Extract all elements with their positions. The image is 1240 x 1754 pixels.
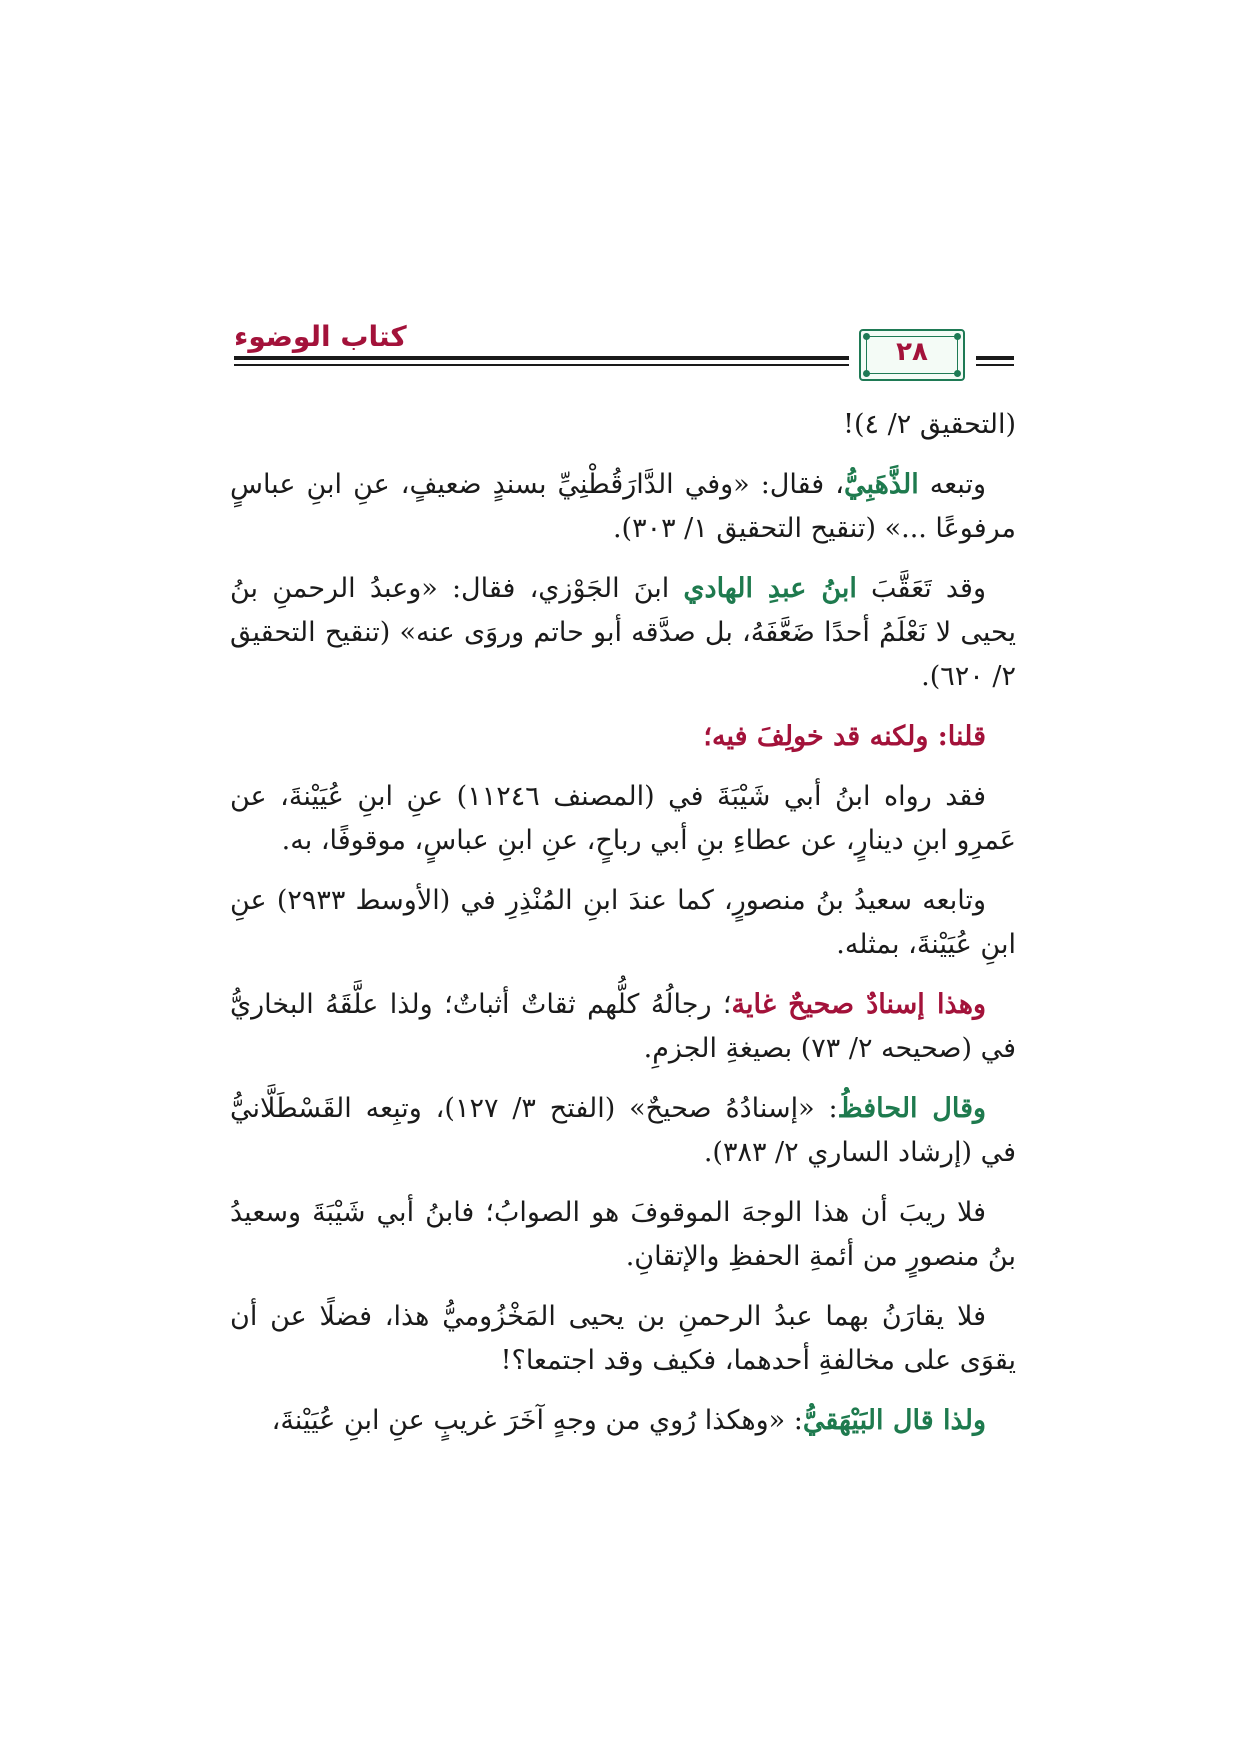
paragraph: فقد رواه ابنُ أبي شَيْبَةَ في (المصنف ١١٢٤٦) عنِ ابنِ عُيَيْنةَ، عن عَمرِو ابنِ دينارٍ، عن عطاءِ بنِ أبي رباحٍ، عنِ ابنِ عباسٍ، موقوفًا، به. [230,781,1016,856]
heading-label: قلنا [947,721,986,752]
header-rule [976,364,1014,366]
paragraph [230,1399,1016,1443]
paragraph [230,463,1016,551]
scholar-name: ولذا قال البَيْهَقيُّ [802,1405,986,1436]
ruling-text: وهذا إسنادٌ صحيحٌ غاية [731,989,986,1020]
paragraph: (التحقيق ٢/ ٤)! [843,409,1016,440]
scholar-name: وقال الحافظُ [837,1093,987,1124]
scholar-name: ابنُ عبدِ الهادي [683,573,857,604]
paragraph: فلا يقارَنُ بهما عبدُ الرحمنِ بن يحيى المَخْزُوميُّ هذا، فضلًا عن أن يقوَى على مخالفةِ أحدهما، فكيف وقد اجتمعا؟! [230,1301,1016,1376]
page-number: ٢٨ [896,337,928,367]
header-rule [234,364,849,366]
text: وقد تَعَقَّبَ [856,573,986,604]
frame-ornament [954,370,961,377]
text: : «وهكذا رُوي من وجهٍ آخَرَ غريبٍ عنِ ابنِ عُيَيْنةَ، [271,1405,803,1436]
scholar-name: الذَّهَبِيُّ [843,469,919,500]
text: وتبعه [918,469,986,500]
text: ابنَ الجَوْزي، فقال: «وعبدُ الرحمنِ بنُ يحيى لا نَعْلَمُ أحدًا ضَعَّفَهُ، بل صدَّقه أبو حاتم وروَى عنه» (تنقيح التحقيق ٢/ ٦٢٠). [230,573,1016,692]
paragraph: وتابعه سعيدُ بنُ منصورٍ، كما عندَ ابنِ المُنْذِرِ في (الأوسط ٢٩٣٣) عنِ ابنِ عُيَيْنةَ، بمثله. [230,885,1016,960]
text: : «إسنادُهُ صحيحٌ» (الفتح ٣/ ١٢٧)، وتبِعه القَسْطَلَّانيُّ في (إرشاد الساري ٢/ ٣٨٣). [230,1093,1016,1168]
page-header [234,318,1014,393]
heading-text: : ولكنه قد خولِفَ فيه؛ [703,721,948,752]
header-rule [234,356,849,360]
paragraph [230,983,1016,1071]
frame-ornament [863,370,870,377]
page-body [230,403,1016,1459]
section-heading [230,715,1016,759]
text: ، فقال: «وفي الدَّارَقُطْنِيِّ بسندٍ ضعيفٍ، عنِ ابنِ عباسٍ مرفوعًا ...» (تنقيح التحقيق ١/ ٣٠٣). [230,469,1016,544]
text: ؛ رجالُهُ كلُّهم ثقاتٌ أثباتٌ؛ ولذا علَّقَهُ البخاريُّ في (صحيحه ٢/ ٧٣) بصيغةِ الجزمِ. [230,989,1016,1064]
page-number-frame [859,329,965,381]
header-rule [976,356,1014,360]
book-title: كتاب الوضوء [234,320,407,353]
paragraph: فلا ريبَ أن هذا الوجهَ الموقوفَ هو الصوابُ؛ فابنُ أبي شَيْبَةَ وسعيدُ بنُ منصورٍ من أئمةِ الحفظِ والإتقانِ. [230,1197,1016,1272]
paragraph [230,1087,1016,1175]
paragraph [230,567,1016,699]
